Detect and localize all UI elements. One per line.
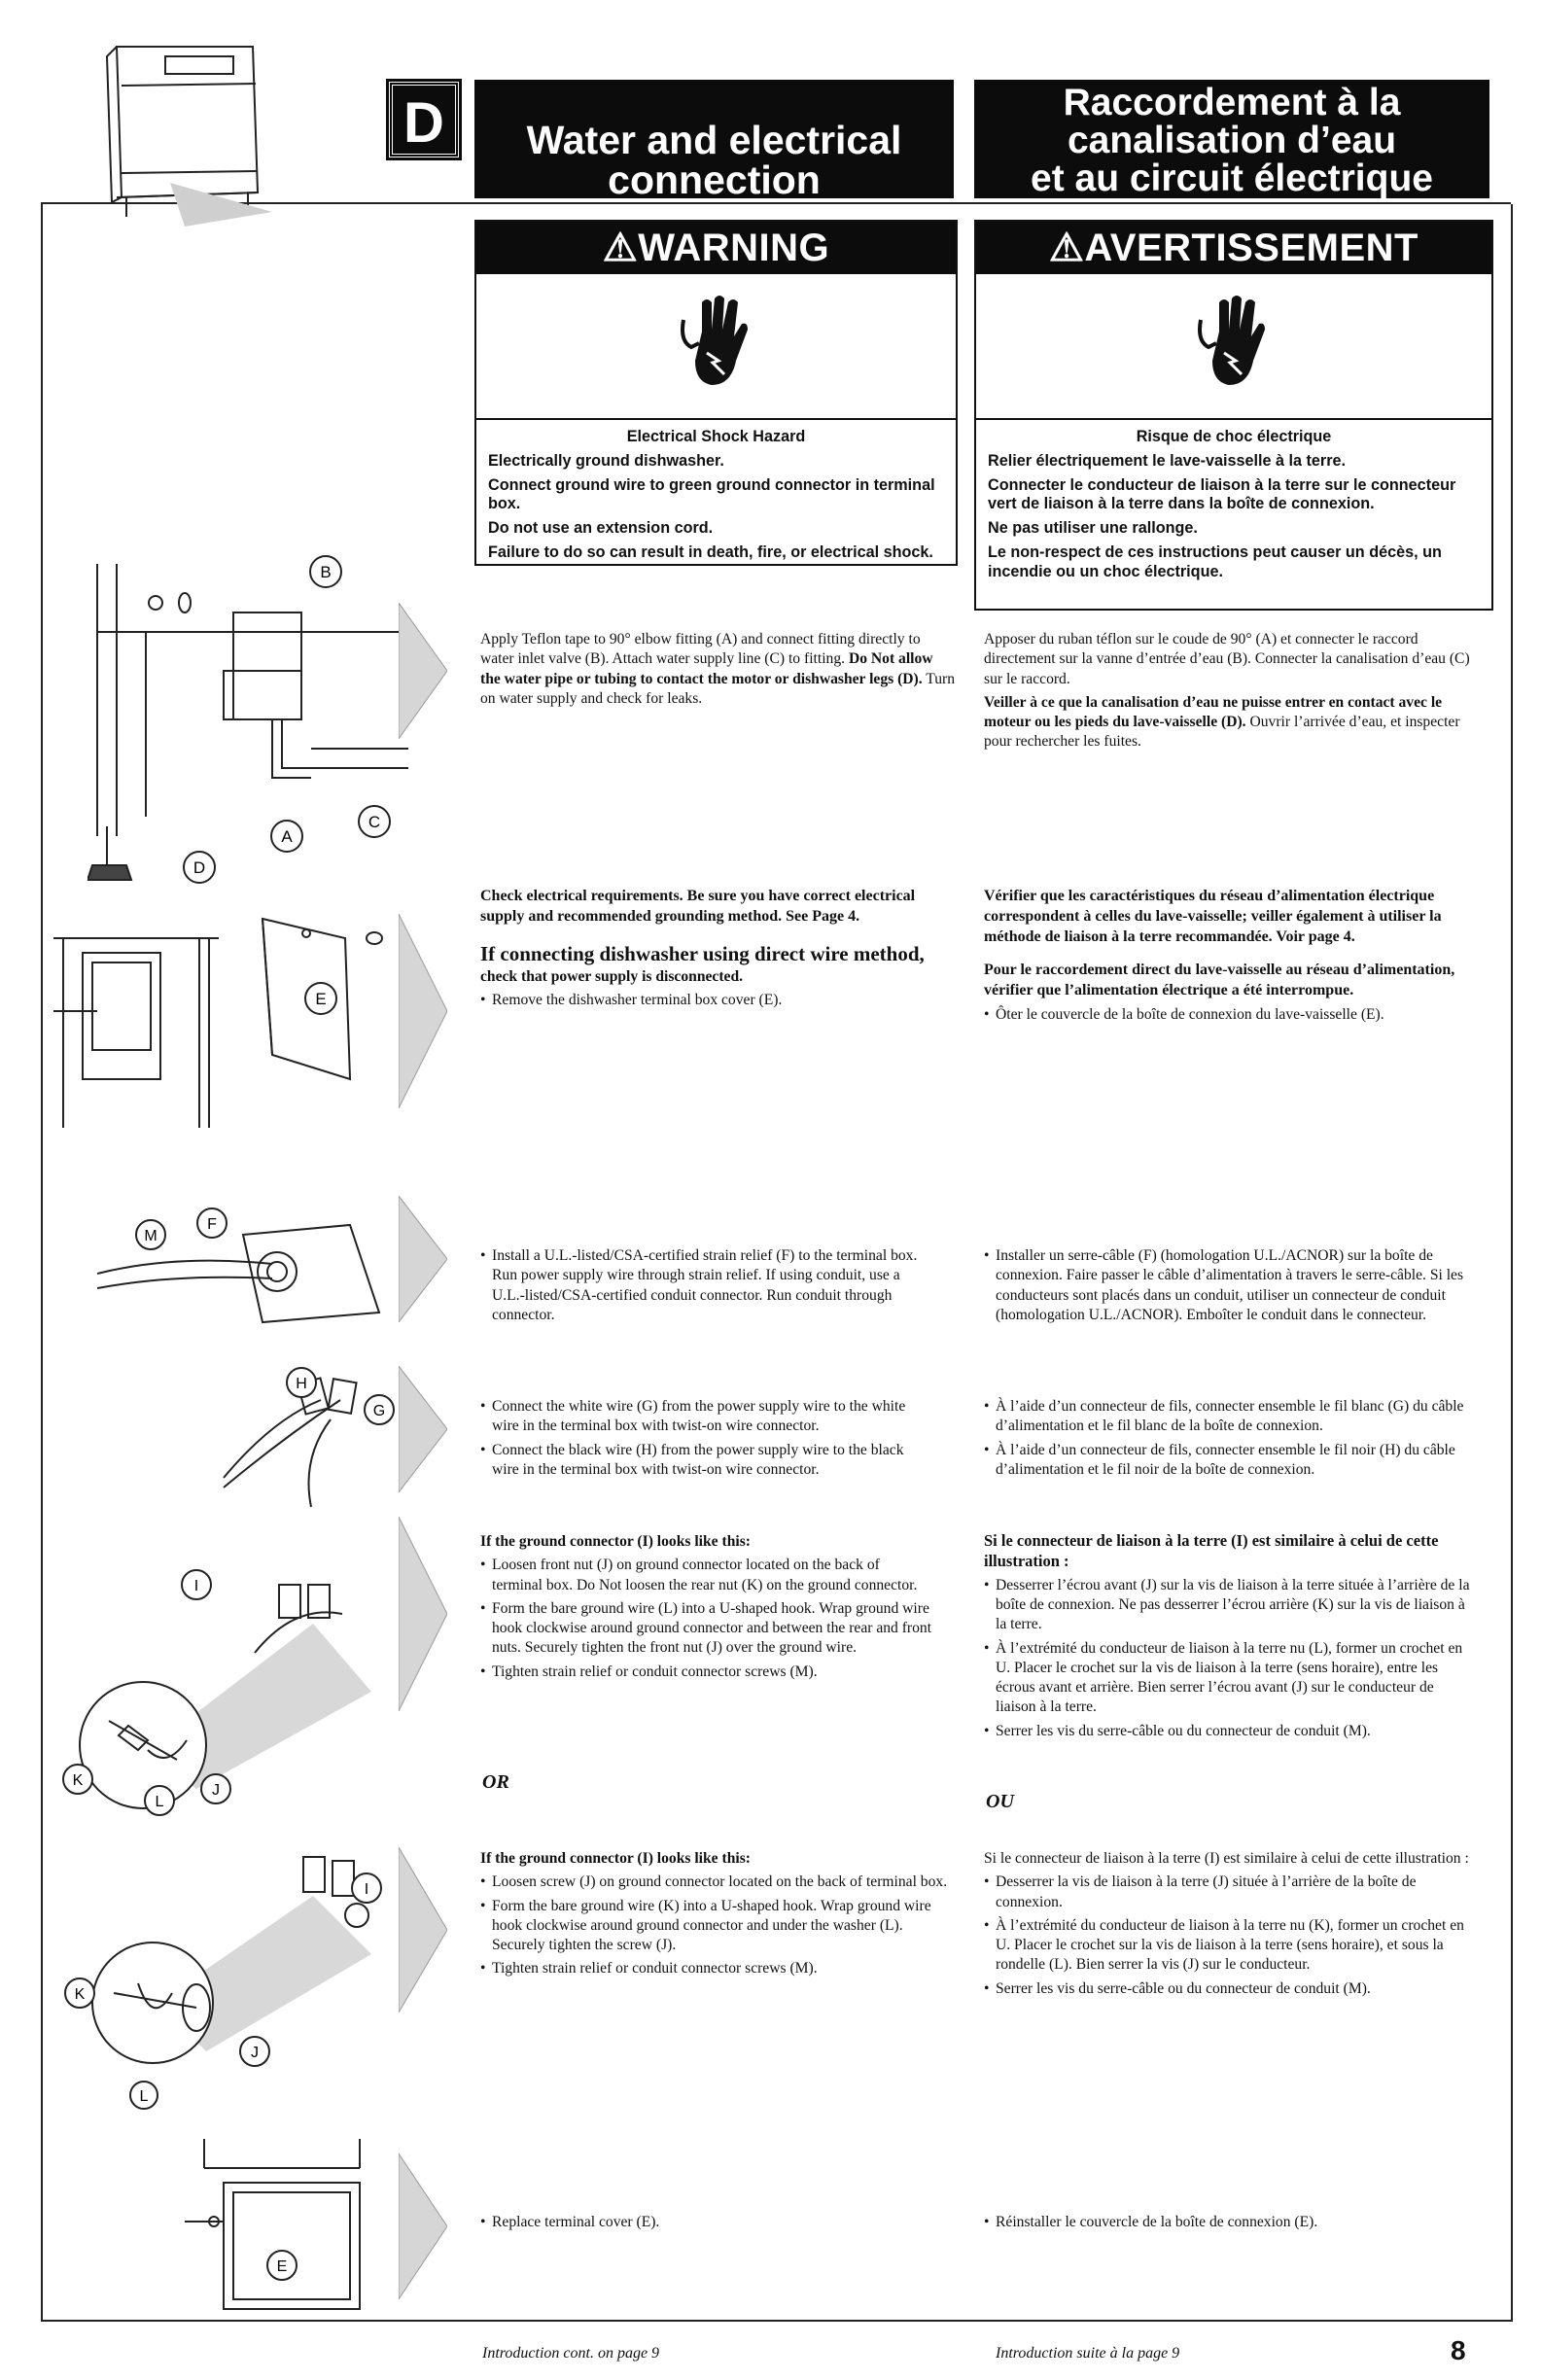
label-k-2: K <box>74 1986 86 2003</box>
title-fr <box>974 80 1489 198</box>
step-arrow-1 <box>399 603 447 739</box>
step1-en <box>480 630 957 713</box>
step3-fr-bullet: • Installer un serre-câble (F) (homologation U.L./ACNOR) sur la boîte de connexion. Faire passer le câble d’alimentation à travers le serre-câble. Si les conducteurs sont placés dans un conduit, utiliser un connecteur de conduit (homologation U.L./ACNOR). Emboîter le conduit dans le connecteur. <box>984 1246 1470 1325</box>
step2-en-heading: If connecting dishwasher using direct wire method, <box>480 941 925 965</box>
label-e: E <box>315 990 327 1008</box>
step7-en <box>480 2213 928 2236</box>
step2-fr-bullet: • Ôter le couvercle de la boîte de connexion du lave-vaisselle (E). <box>984 1005 1489 1025</box>
step6-en <box>480 1849 952 1983</box>
step4-fr-bullet1: • À l’aide d’un connecteur de fils, connecter ensemble le fil blanc (G) du câble d’alimentation et le fil blanc de la boîte de connexion. <box>984 1397 1470 1437</box>
step7-fr-bullet: • Réinstaller le couvercle de la boîte de connexion (E). <box>984 2213 1470 2232</box>
terminal-box-illustration <box>53 909 403 1138</box>
warning-line1: Electrically ground dishwasher. <box>488 451 724 470</box>
step1-en-text: Apply Teflon tape to 90° elbow fitting (A) and connect fitting directly to water inlet valve (B). Attach water supply line (C) to fitting. <box>480 631 921 668</box>
warning-box-fr <box>974 220 1493 611</box>
step4-en-bullet1: • Connect the white wire (G) from the power supply wire to the white wire in the terminal box with twist-on wire connector. <box>480 1397 928 1437</box>
step5-en-b3: • Tighten strain relief or conduit connector screws (M). <box>480 1662 932 1682</box>
label-i-2: I <box>364 1881 369 1898</box>
strain-relief-illustration <box>97 1206 389 1332</box>
step-arrow-2 <box>399 914 447 1108</box>
label-j-2: J <box>251 2045 259 2061</box>
step5-fr-b2: • À l’extrémité du conducteur de liaison à la terre nu (L), former un crochet en U. Placer le crochet sur la vis de liaison à la terre (sens horaire), entre les écrous avant et arrière. Bien serrer l’écrou avant (J) sur le conducteur de liaison à la terre. <box>984 1639 1475 1718</box>
step1-en-bold: Do Not allow the water pipe or tubing to contact the motor or dishwasher legs (D). <box>480 650 933 687</box>
step6-fr-heading: Si le connecteur de liaison à la terre (I) est similaire à celui de cette illustration : <box>984 1850 1469 1867</box>
title-en-line2: connection <box>608 158 821 202</box>
step5-en-b1: • Loosen front nut (J) on ground connector located on the back of terminal box. Do Not loosen the rear nut (K) on the ground connector. <box>480 1556 932 1595</box>
wire-connectors-illustration <box>204 1361 408 1512</box>
step5-fr-b1: • Desserrer l’écrou avant (J) sur la vis de liaison à la terre située à l’arrière de la boîte de connexion. Ne pas desserrer l’écrou arrière (K) sur la vis de liaison à la terre. <box>984 1576 1475 1635</box>
shock-hazard-icon <box>476 274 956 420</box>
footer-fr: Introduction suite à la page 9 <box>996 2345 1180 2362</box>
step2-en <box>480 887 957 1014</box>
step2-fr-check: Vérifier que les caractéristiques du réseau d’alimentation électrique correspondent à celles du lave-vaisselle; veiller également à utiliser la méthode de liaison à la terre recommandée. Voir page 4. <box>984 888 1442 945</box>
label-l: L <box>155 1794 164 1810</box>
step6-fr-b2: • À l’extrémité du conducteur de liaison à la terre nu (K), former un crochet en U. Placer le crochet sur la vis de liaison à la terre (sens horaire), et sous la rondelle (L). Bien serrer la vis (J) sur le conducteur. <box>984 1916 1475 1976</box>
step2-en-bullet: • Remove the dishwasher terminal box cover (E). <box>480 991 957 1010</box>
step7-en-bullet: • Replace terminal cover (E). <box>480 2213 928 2232</box>
warning-line4: Failure to do so can result in death, fire, or electrical shock. <box>488 542 933 561</box>
warning-fr-line2: Connecter le conducteur de liaison à la terre sur le connecteur vert de liaison à la terre dans la boîte de connexion. <box>988 475 1456 513</box>
step6-en-b1: • Loosen screw (J) on ground connector located on the back of terminal box. <box>480 1872 952 1892</box>
step3-en-bullet: • Install a U.L.-listed/CSA-certified strain relief (F) to the terminal box. Run power supply wire through strain relief. If using conduit, use a U.L.-listed/CSA-certified conduit connector. Run conduit through connector. <box>480 1246 928 1325</box>
or-separator-fr: OU <box>986 1791 1014 1812</box>
ground-connector-nut-illustration <box>60 1546 410 1818</box>
label-j: J <box>212 1782 220 1799</box>
step6-fr-b1: • Desserrer la vis de liaison à la terre (J) située à l’arrière de la boîte de connexion. <box>984 1872 1475 1912</box>
label-h: H <box>296 1376 307 1392</box>
label-m: M <box>144 1228 158 1244</box>
title-fr-line3: et au circuit électrique <box>1031 158 1433 199</box>
water-connection-illustration <box>88 544 408 894</box>
label-e-2: E <box>276 2258 288 2275</box>
step5-fr-b3: • Serrer les vis du serre-câble ou du connecteur de conduit (M). <box>984 1722 1475 1741</box>
step6-en-b3: • Tighten strain relief or conduit connector screws (M). <box>480 1959 952 1978</box>
step3-en <box>480 1246 928 1329</box>
step1-fr-tail: Ouvrir l’arrivée d’eau, et inspecter pour rechercher les fuites. <box>984 714 1460 751</box>
step-arrow-3 <box>399 1196 447 1322</box>
title-fr-line2: canalisation d’eau <box>1067 120 1397 161</box>
step1-fr <box>984 630 1489 756</box>
warning-fr-line3: Ne pas utiliser une rallonge. <box>988 519 1198 538</box>
title-en-line1: Water and electrical <box>526 118 902 162</box>
warning-fr-line1: Relier électriquement le lave-vaisselle à la terre. <box>988 451 1347 470</box>
step1-fr-bold: Veiller à ce que la canalisation d’eau ne puisse entrer en contact avec le moteur ou les pieds du lave-vaisselle (D). <box>984 693 1443 731</box>
or-separator-en: OR <box>482 1771 509 1793</box>
step2-en-subheading: check that power supply is disconnected. <box>480 967 744 985</box>
title-en <box>474 80 954 202</box>
step5-fr-heading: Si le connecteur de liaison à la terre (I) est similaire à celui de cette illustration : <box>984 1531 1439 1571</box>
label-b: B <box>320 563 332 581</box>
step2-en-check: Check electrical requirements. Be sure you have correct electrical supply and recommended grounding method. See Page 4. <box>480 888 916 925</box>
label-l-2: L <box>139 2088 149 2105</box>
warning-box-en <box>474 220 958 566</box>
warning-heading: ⚠︎WARNING <box>476 222 956 274</box>
step2-fr-heading: Pour le raccordement direct du lave-vaisselle au réseau d’alimentation, vérifier que l’alimentation électrique a été interrompue. <box>984 962 1455 999</box>
section-letter: D <box>389 82 459 158</box>
warning-line3: Do not use an extension cord. <box>488 519 714 538</box>
dishwasher-illustration <box>78 27 282 241</box>
warning-hazard: Electrical Shock Hazard <box>626 428 806 445</box>
step7-fr <box>984 2213 1470 2236</box>
label-k: K <box>72 1772 84 1789</box>
step3-fr <box>984 1246 1470 1329</box>
step6-en-b2: • Form the bare ground wire (K) into a U-shaped hook. Wrap ground wire hook clockwise around ground connector and under the washer (L). Securely tighten the screw (J). <box>480 1897 952 1956</box>
step5-en-b2: • Form the bare ground wire (L) into a U-shaped hook. Wrap ground wire hook clockwise around ground connector and between the rear and front nuts. Securely tighten the front nut (J) over the ground wire. <box>480 1599 932 1659</box>
label-i: I <box>193 1578 199 1594</box>
label-g: G <box>372 1403 386 1419</box>
step4-fr <box>984 1397 1470 1484</box>
step1-fr-text: Apposer du ruban téflon sur le coude de 90° (A) et connecter le raccord directement sur la vanne d’entrée d’eau (B). Connecter la canalisation d’eau (C) sur le raccord. <box>984 631 1470 687</box>
warning-hazard-fr: Risque de choc électrique <box>1136 428 1332 445</box>
warning-heading-fr: ⚠︎AVERTISSEMENT <box>976 222 1491 274</box>
step-arrow-7 <box>399 2153 447 2299</box>
step5-en-heading: If the ground connector (I) looks like this: <box>480 1533 751 1550</box>
step4-en <box>480 1397 928 1484</box>
footer-en: Introduction cont. on page 9 <box>482 2345 660 2362</box>
warning-line2: Connect ground wire to green ground connector in terminal box. <box>488 475 935 513</box>
page-number: 8 <box>1451 2335 1466 2365</box>
step4-en-bullet2: • Connect the black wire (H) from the power supply wire to the black wire in the terminal box with twist-on wire connector. <box>480 1441 928 1481</box>
label-a: A <box>281 827 293 846</box>
label-f: F <box>207 1216 217 1233</box>
step1-en-tail: Turn on water supply and check for leaks. <box>480 670 956 707</box>
step6-en-heading: If the ground connector (I) looks like this: <box>480 1850 751 1867</box>
step6-fr <box>984 1849 1475 2003</box>
warning-fr-line4: Le non-respect de ces instructions peut causer un décès, un incendie ou un choc électrique. <box>988 542 1442 580</box>
step5-fr <box>984 1530 1475 1745</box>
step2-fr <box>984 887 1489 1029</box>
terminal-cover-illustration <box>185 2129 399 2324</box>
ground-connector-screw-illustration <box>60 1847 410 2110</box>
step4-fr-bullet2: • À l’aide d’un connecteur de fils, connecter ensemble le fil noir (H) du câble d’alimentation et le fil noir de la boîte de connexion. <box>984 1441 1470 1481</box>
step6-fr-b3: • Serrer les vis du serre-câble ou du connecteur de conduit (M). <box>984 1979 1475 1999</box>
title-fr-line1: Raccordement à la <box>1063 82 1401 123</box>
label-c: C <box>368 813 381 831</box>
shock-hazard-icon <box>976 274 1491 420</box>
label-d: D <box>193 858 206 877</box>
step5-en <box>480 1532 932 1686</box>
